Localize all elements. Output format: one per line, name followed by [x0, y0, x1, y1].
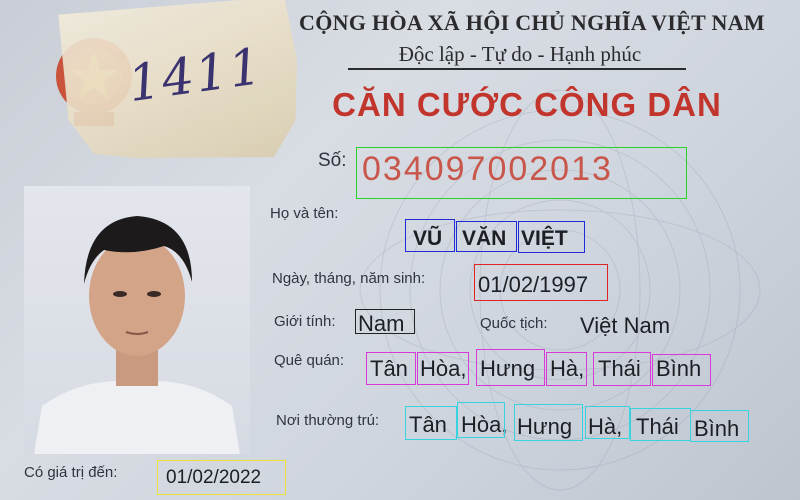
- name-word-box: [518, 221, 585, 253]
- hometown-word: Thái: [598, 356, 641, 381]
- expiry-box: [157, 460, 286, 495]
- dob-value: 01/02/1997: [478, 272, 589, 297]
- number-box: [356, 147, 687, 199]
- hometown-word: Bình: [656, 356, 702, 381]
- residence-word-box: [405, 406, 457, 440]
- hometown-word: Hưng: [480, 356, 536, 381]
- hometown-word-box: [417, 352, 469, 385]
- handwritten-note: 1411: [124, 36, 267, 114]
- number-label: Số:: [318, 150, 347, 171]
- name-label: Họ và tên:: [270, 205, 339, 222]
- residence-word: Bình: [694, 416, 740, 441]
- hometown-word-box: [546, 352, 587, 386]
- residence-label: Nơi thường trú:: [276, 412, 380, 429]
- hometown-word-box: [476, 349, 545, 386]
- name-word: VIỆT: [521, 227, 568, 250]
- name-word: VĂN: [462, 227, 507, 250]
- nationality-value: Việt Nam: [580, 313, 671, 338]
- hometown-word: Hà,: [550, 356, 585, 381]
- hometown-word-box: [593, 352, 651, 386]
- sex-box: [355, 309, 415, 334]
- hometown-word-box: [652, 354, 711, 386]
- portrait-icon: [24, 186, 250, 454]
- expiry-label: Có giá trị đến:: [24, 464, 118, 481]
- residence-word-box: [514, 404, 583, 441]
- national-title: CỘNG HÒA XÃ HỘI CHỦ NGHĨA VIỆT NAM: [299, 10, 765, 35]
- residence-word-box: [457, 402, 508, 438]
- hometown-word: Hòa,: [420, 356, 467, 381]
- name-word: VŨ: [413, 227, 443, 250]
- card-title: CĂN CƯỚC CÔNG DÂN: [332, 86, 722, 123]
- residence-word: Tân: [409, 412, 447, 437]
- expiry-value: 01/02/2022: [166, 467, 262, 488]
- residence-word-box: [630, 408, 691, 441]
- motto: Độc lập - Tự do - Hạnh phúc: [398, 42, 642, 66]
- dob-label: Ngày, tháng, năm sinh:: [272, 270, 426, 287]
- hometown-word-box: [366, 352, 416, 385]
- residence-word: Hà,: [588, 414, 623, 439]
- motto-underline: [348, 68, 686, 70]
- name-word-box: [456, 221, 517, 252]
- residence-word: Hưng: [517, 414, 573, 439]
- sex-label: Giới tính:: [274, 313, 336, 330]
- hometown-word: Tân: [370, 356, 408, 381]
- sex-value: Nam: [358, 311, 405, 336]
- residence-word: Hòa,: [461, 412, 508, 437]
- residence-word-box: [690, 410, 749, 442]
- residence-word: Thái: [636, 414, 679, 439]
- portrait-photo: [24, 186, 250, 454]
- nationality-label: Quốc tịch:: [480, 315, 548, 332]
- hometown-label: Quê quán:: [274, 352, 345, 369]
- dob-box: [474, 264, 608, 301]
- name-word-box: [405, 219, 455, 252]
- id-number: 034097002013: [362, 150, 613, 188]
- residence-word-box: [585, 406, 630, 439]
